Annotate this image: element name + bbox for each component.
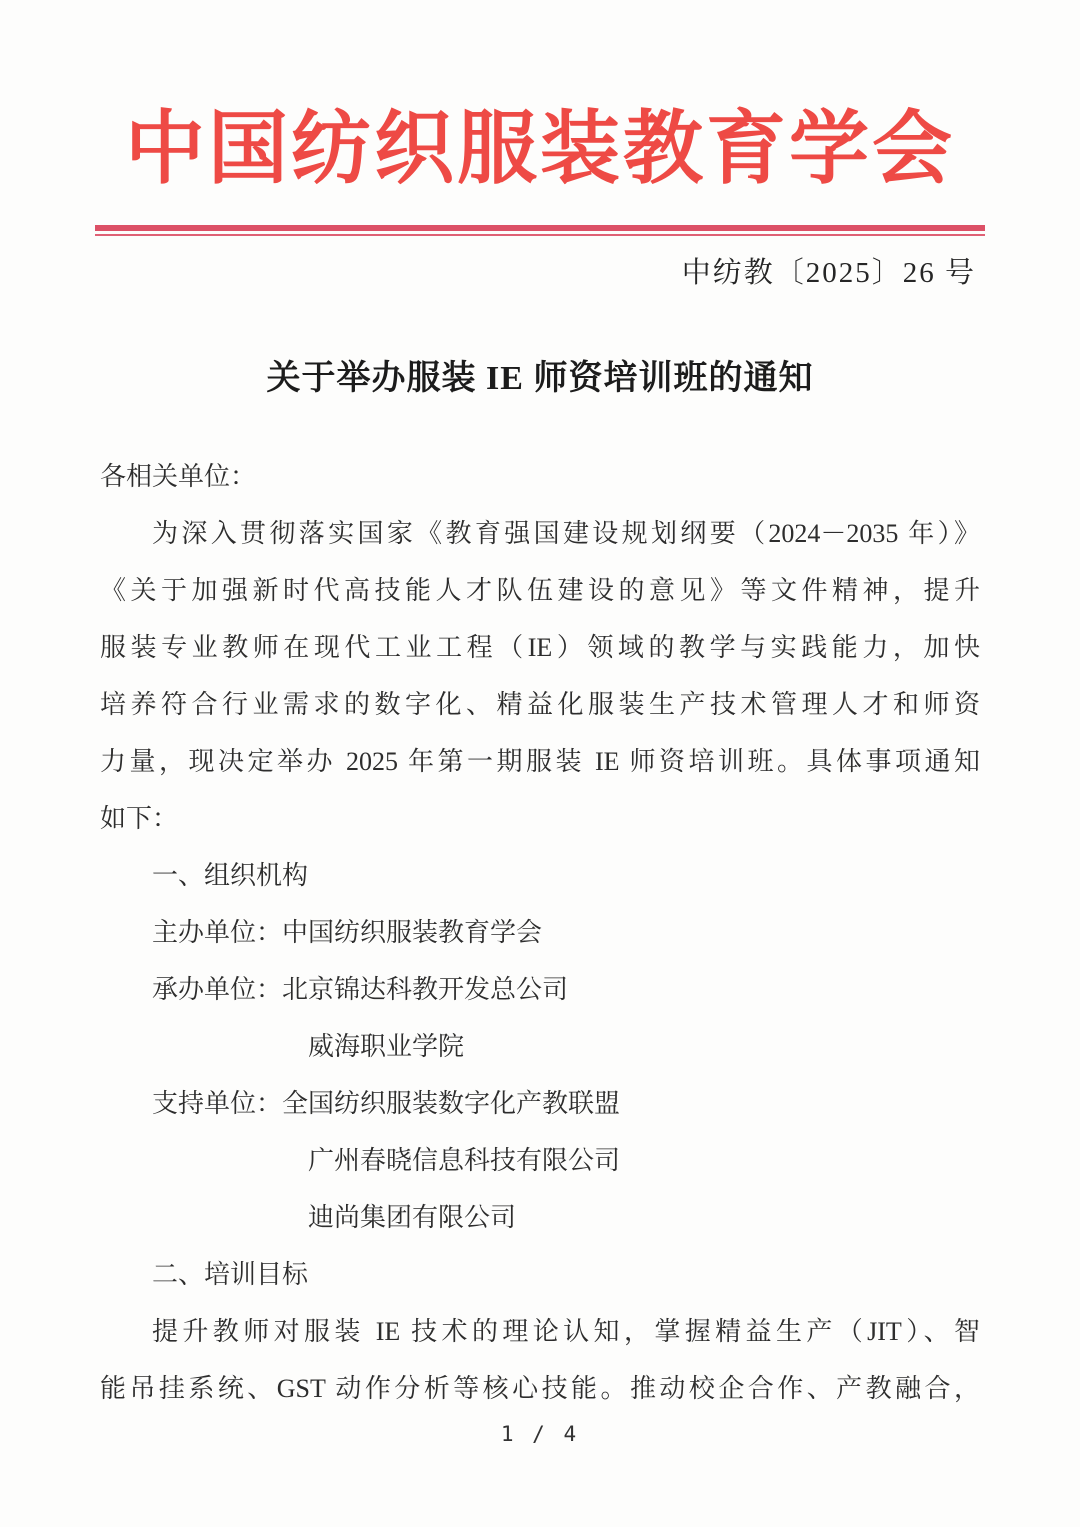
body-line: 提升教师对服装 IE 技术的理论认知，掌握精益生产（JIT）、智: [152, 1317, 980, 1346]
notice-body: [100, 460, 980, 1429]
undertaker-line: 威海职业学院: [308, 1032, 465, 1061]
section-heading-1: 一、组织机构: [152, 861, 309, 890]
letterhead-org-name: 中国纺织服装教育学会: [125, 106, 955, 194]
body-line: 《关于加强新时代高技能人才队伍建设的意见》等文件精神，提升: [100, 576, 980, 605]
organizer-line: 主办单位：中国纺织服装教育学会: [152, 918, 543, 947]
supporter-line: 迪尚集团有限公司: [308, 1203, 517, 1232]
undertaker-line: 承办单位：北京锦达科教开发总公司: [152, 975, 569, 1004]
body-line: 如下：: [100, 804, 179, 833]
page-number: 1 / 4: [500, 1422, 580, 1446]
body-line: 培养符合行业需求的数字化、精益化服装生产技术管理人才和师资: [100, 690, 980, 719]
body-line: 能吊挂系统、GST 动作分析等核心技能。推动校企合作、产教融合，: [100, 1374, 980, 1403]
divider-thick-line: [95, 225, 985, 231]
supporter-line: 支持单位：全国纺织服装数字化产教联盟: [152, 1089, 621, 1118]
section-heading-2: 二、培训目标: [152, 1260, 309, 1289]
body-line: 力量，现决定举办 2025 年第一期服装 IE 师资培训班。具体事项通知: [100, 747, 980, 776]
letterhead-divider: [95, 225, 985, 236]
document-number: 中纺教〔2025〕26 号: [681, 257, 976, 289]
divider-thin-line: [95, 234, 985, 236]
supporter-line: 广州春晓信息科技有限公司: [308, 1146, 621, 1175]
notice-title: 关于举办服装 IE 师资培训班的通知: [266, 360, 814, 397]
body-line: 为深入贯彻落实国家《教育强国建设规划纲要（2024－2035 年）》: [152, 519, 980, 548]
body-line: 服装专业教师在现代工业工程（IE）领域的教学与实践能力，加快: [100, 633, 980, 662]
salutation-line: 各相关单位：: [100, 462, 257, 491]
